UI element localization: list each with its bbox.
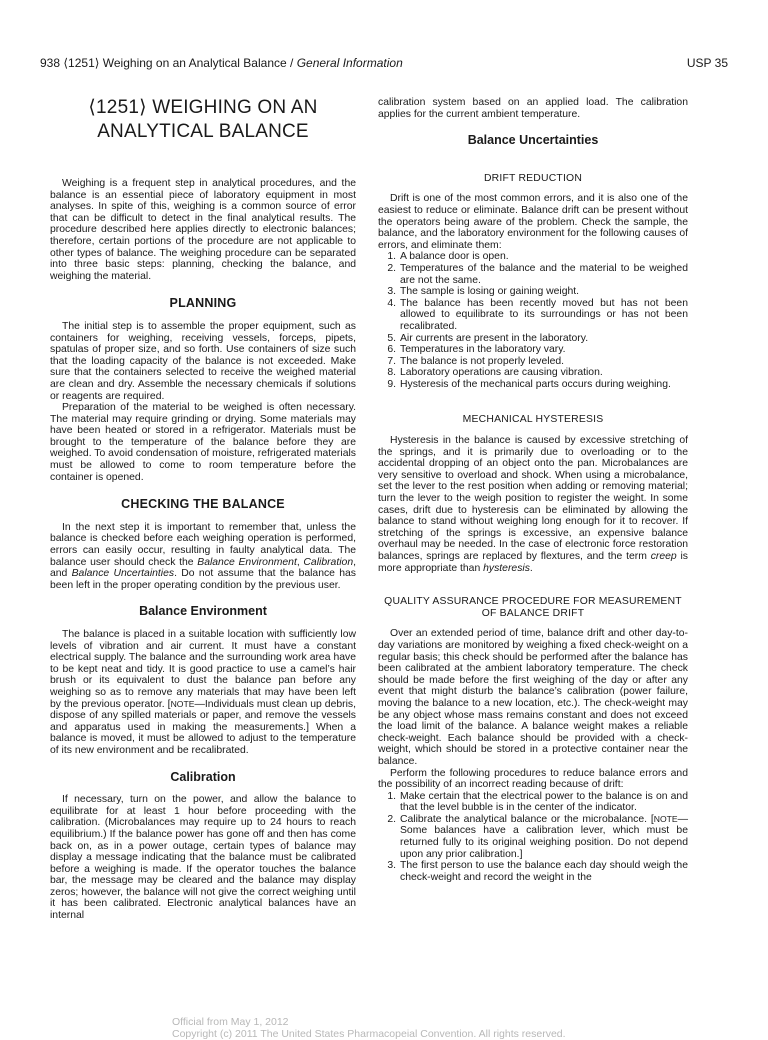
page-number: 938 xyxy=(40,56,61,70)
qa-paragraph-2: Perform the following procedures to reduce balance errors and the possibility of an incorrect reading because of drift: xyxy=(378,767,688,791)
qa-paragraph-1: Over an extended period of time, balance drift and other day-to-day variations are monitored by weighing a fixed check-weight on a regular basis; this check should be performed after the balance has been calibrated at the ambient laboratory temperature. The check should be made before the first weighing of the day or after any event that might disturb the balance’s calibration (power failure, moving the balance to a new location, etc.). The check-weight may be any object whose mass remains constant and does not exceed the load limit of the balance. A balance weight makes a reliable check-weight. Each balance should be provided with a check-weight, which should be stored in a protective container near the balance. xyxy=(378,628,688,767)
footer-official-date: Official from May 1, 2012 xyxy=(172,1016,289,1028)
footer-copyright: Copyright (c) 2011 The United States Pharmacopeial Convention. All rights reserved. xyxy=(172,1028,566,1040)
list-item: 3. The first person to use the balance each day should weigh the check-weight and record the weight in the xyxy=(387,860,688,883)
list-item: 6. Temperatures in the laboratory vary. xyxy=(387,344,566,356)
section-name: General Information xyxy=(296,56,403,70)
uncertainties-heading: Balance Uncertainties xyxy=(467,133,599,148)
intro-paragraph: Weighing is a frequent step in analytical procedures, and the balance is an essential piece of laboratory equipment in most analyses. In spite of this, weighing is a common source of error that can be difficult to detect in the final analytical results. The procedure described here applies directly to electronic balances; therefore, certain portions of the procedure are not applicable to other types of balance. The weighing procedure can be separated into three basic steps: planning, checking the balance, and weighing the material. xyxy=(50,178,356,282)
chapter-title: ⟨1251⟩ Weighing on an Analytical Balance xyxy=(63,56,287,70)
page-title: ⟨1251⟩ WEIGHING ON AN ANALYTICAL BALANCE xyxy=(88,97,318,142)
right-column xyxy=(378,97,688,883)
note-label: NOTE xyxy=(653,813,678,824)
hysteresis-paragraph: Hysteresis in the balance is caused by excessive stretching of the springs, and it is primarily due to overloading or to the accidental dropping of an object onto the pan. Microbalances are very sensitive to overload and shock. When using a microbalance, set the lever to the rest position when adding or removing material; turn the lever to the weigh position to register the weight. In some cases, drift due to hysteresis can be eliminated by allowing the balance to stand without weighing long enough for it to recover. If stretching of the springs is excessive, an expensive balance overhaul may be needed. In the case of electronic force restoration balances, springs are replaced by flextures, and the term creep is more appropriate than hysteresis. xyxy=(378,435,688,574)
hysteresis-heading: MECHANICAL HYSTERESIS xyxy=(462,414,604,426)
qa-heading: QUALITY ASSURANCE PROCEDURE FOR MEASUREMENT OF BALANCE DRIFT xyxy=(384,596,682,619)
qa-procedure-list xyxy=(378,791,688,884)
calibration-heading: Calibration xyxy=(170,769,236,784)
environment-paragraph: The balance is placed in a suitable location with sufficiently low levels of vibration and air current. It must have a constant electrical supply. The balance and the surrounding work area have to be kept neat and tidy. It is good practice to use a camel’s hair brush or its equivalent to dust the balance pan before any weighing so as to remove any materials that may have been left by the previous operator. [NOTE—Individuals must clean up debris, dispose of any spilled materials or paper, and remove the vessels and apparatus used in making the measurements.] When a balance is moved, it must be allowed to adjust to the temperature of its new environment and be recalibrated. xyxy=(50,629,356,756)
drift-intro: Drift is one of the most common errors, and it is also one of the easiest to reduce or eliminate. Balance drift can be present without the operators being aware of the problem. Check the sample, the balance, and the laboratory environment for the following causes of errors, and eliminate them: xyxy=(378,193,688,251)
environment-heading: Balance Environment xyxy=(139,604,267,619)
planning-heading: PLANNING xyxy=(169,296,237,311)
calibration-paragraph: If necessary, turn on the power, and allow the balance to equilibrate for at least 1 hour before proceeding with the calibration. (Microbalances may require up to 24 hours to reach equilibrium.) If the balance power has gone off and then has come back on, as in a power outage, certain types of balance may display a message indicating that the balance must be calibrated before a weighing is made. If the operator touches the balance bar, the message may be cleared and the balance may display zeros; however, the balance will not give the correct weighing until it has been calibrated. Electronic analytical balances have an internal xyxy=(50,794,356,922)
list-item: 1. A balance door is open. xyxy=(387,251,509,263)
list-item: 2. Calibrate the analytical balance or the microbalance. [NOTE—Some balances have a calibration lever, which must be returned fully to its original weighing position. Do not depend upon any prior calibration.] xyxy=(387,813,688,860)
list-item: 3. The sample is losing or gaining weight. xyxy=(387,286,580,298)
list-item: 5. Air currents are present in the laboratory. xyxy=(387,332,589,344)
planning-paragraph-1: The initial step is to assemble the proper equipment, such as containers for weighing, receiving vessels, forceps, pipets, spatulas of proper size, and so forth. Use containers of size such that the loading capacity of the balance is not exceeded. Make sure that the containers selected to receive the weighed material are clean and dry. Assemble the necessary chemicals if solutions or reagents are required. xyxy=(50,320,356,402)
drift-causes-list xyxy=(378,251,688,390)
list-item: 8. Laboratory operations are causing vibration. xyxy=(387,367,603,379)
list-item: 1. Make certain that the electrical power to the balance is on and that the level bubble is in the center of the indicator. xyxy=(387,790,688,814)
running-header xyxy=(40,56,728,72)
checking-heading: CHECKING THE BALANCE xyxy=(121,497,285,512)
checking-paragraph: In the next step it is important to remember that, unless the balance is checked before each weighing operation is performed, errors can easily occur, resulting in faulty analytical data. The balance user should check the Balance Environment, Calibration, and Balance Uncertainties. Do not assume that the balance has been left in the proper operating condition by the previous user. xyxy=(50,521,356,591)
copyright-footer xyxy=(172,1016,566,1040)
left-column xyxy=(50,96,356,922)
drift-heading: DRIFT REDUCTION xyxy=(483,172,583,184)
header-left: 938 ⟨1251⟩ Weighing on an Analytical Balance / General Information xyxy=(40,56,403,70)
list-item: 4. The balance has been recently moved but has not been allowed to equilibrate to its surroundings or has not been recalibrated. xyxy=(387,297,688,332)
list-item: 2. Temperatures of the balance and the material to be weighed are not the same. xyxy=(387,262,688,286)
list-item: 7. The balance is not properly leveled. xyxy=(387,355,565,367)
edition-label: USP 35 xyxy=(686,56,728,70)
list-item: 9. Hysteresis of the mechanical parts occurs during weighing. xyxy=(387,378,671,390)
calibration-continued: calibration system based on an applied load. The calibration applies for the current ambient temperature. xyxy=(378,97,688,120)
planning-paragraph-2: Preparation of the material to be weighed is often necessary. The material may require grinding or drying. Some materials may have been heated or stored in a refrigerator. Materials must be brought to the temperature of the balance before they are weighed. To avoid condensation of moisture, refrigerated materials must be allowed to come to room temperature before the container is opened. xyxy=(50,402,356,483)
note-label: NOTE xyxy=(170,698,195,709)
